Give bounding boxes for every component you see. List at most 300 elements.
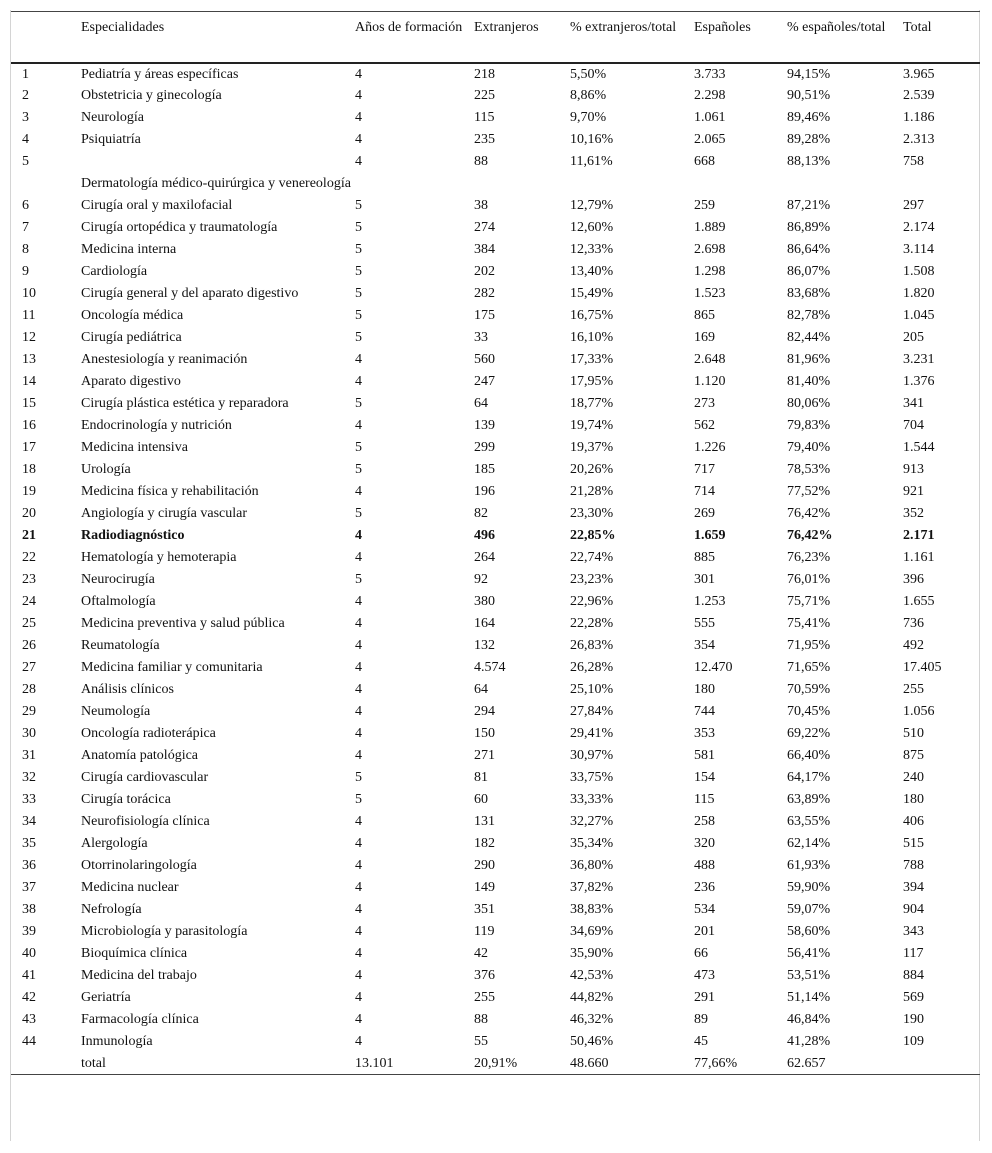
cell-years — [355, 173, 474, 195]
cell-pct-spaniards: 61,93% — [787, 857, 831, 873]
cell-pct-foreigners: 30,97% — [570, 747, 614, 763]
cell-total: 3.965 — [903, 66, 935, 82]
cell-years: 4 — [355, 131, 362, 147]
cell-years: 5 — [355, 769, 362, 785]
cell-row-number: 4 — [22, 131, 29, 147]
cell-years: 4 — [355, 1033, 362, 1049]
table-row — [11, 195, 980, 217]
cell-pct-foreigners: 38,83% — [570, 901, 614, 917]
cell-foreigners: 290 — [474, 857, 495, 873]
cell-pct-spaniards: 76,42% — [787, 527, 833, 543]
table-row — [11, 283, 980, 305]
table-row — [11, 833, 980, 855]
cell-spaniards: 717 — [694, 461, 715, 477]
cell-spaniards: 1.120 — [694, 373, 726, 389]
cell-foreigners: 150 — [474, 725, 495, 741]
cell-pct-foreigners: 12,79% — [570, 197, 614, 213]
cell-total: 1.376 — [903, 373, 935, 389]
cell-specialty: Medicina nuclear — [81, 879, 179, 895]
cell-total: 788 — [903, 857, 924, 873]
cell-foreigners: 376 — [474, 967, 495, 983]
cell-row-number: 40 — [22, 945, 36, 961]
cell-pct-spaniards: 71,65% — [787, 659, 831, 675]
cell-pct-spaniards: 89,46% — [787, 109, 831, 125]
cell-pct-foreigners: 12,33% — [570, 241, 614, 257]
cell-spaniards: 534 — [694, 901, 715, 917]
cell-pct-foreigners: 5,50% — [570, 66, 607, 82]
cell-spaniards: 301 — [694, 571, 715, 587]
cell-spaniards: 488 — [694, 857, 715, 873]
cell-specialty: Medicina familiar y comunitaria — [81, 659, 263, 675]
cell-total: 394 — [903, 879, 924, 895]
cell-row-number: 42 — [22, 989, 36, 1005]
cell-years: 4 — [355, 879, 362, 895]
cell-years: 4 — [355, 153, 362, 169]
cell-pct-foreigners: 26,83% — [570, 637, 614, 653]
cell-total: 1.056 — [903, 703, 935, 719]
cell-specialty: Medicina preventiva y salud pública — [81, 615, 285, 631]
cell-pct-spaniards: 89,28% — [787, 131, 831, 147]
cell-pct-spaniards: 59,07% — [787, 901, 831, 917]
cell-pct-foreigners: 37,82% — [570, 879, 614, 895]
cell-pct-foreigners: 22,85% — [570, 527, 616, 543]
cell-pct-spaniards: 59,90% — [787, 879, 831, 895]
cell-specialty: Radiodiagnóstico — [81, 527, 185, 543]
table-row — [11, 657, 980, 679]
cell-spaniards: 668 — [694, 153, 715, 169]
cell-years: 13.101 — [355, 1053, 474, 1075]
cell-foreigners: 255 — [474, 989, 495, 1005]
cell-total: 1.508 — [903, 263, 935, 279]
cell-total: 205 — [903, 329, 924, 345]
cell-total: 704 — [903, 417, 924, 433]
cell-foreigners: 247 — [474, 373, 495, 389]
cell-specialty: Dermatología médico-quirúrgica y venereología — [81, 175, 351, 191]
cell-years: 5 — [355, 197, 362, 213]
cell-total: 352 — [903, 505, 924, 521]
cell-pct-foreigners: 13,40% — [570, 263, 614, 279]
cell-pct-spaniards: 56,41% — [787, 945, 831, 961]
cell-years: 4 — [355, 945, 362, 961]
cell-spaniards: 115 — [694, 791, 715, 807]
header-total: Total — [903, 12, 980, 63]
cell-foreigners: 196 — [474, 483, 495, 499]
cell-specialty: Reumatología — [81, 637, 160, 653]
specialties-table — [11, 11, 980, 1075]
cell-row-number: 28 — [22, 681, 36, 697]
table-row — [11, 767, 980, 789]
cell-specialty: Oncología médica — [81, 307, 184, 323]
cell-pct-foreigners: 46,32% — [570, 1011, 614, 1027]
cell-pct-foreigners: 12,60% — [570, 219, 614, 235]
cell-total: 492 — [903, 637, 924, 653]
cell-foreigners: 38 — [474, 197, 488, 213]
header-pct-espanoles: % españoles/total — [787, 12, 903, 63]
cell-years: 5 — [355, 285, 362, 301]
cell-total: 341 — [903, 395, 924, 411]
cell-years: 4 — [355, 549, 362, 565]
cell-pct-spaniards: 94,15% — [787, 66, 831, 82]
cell-years: 4 — [355, 703, 362, 719]
cell-years: 4 — [355, 351, 362, 367]
cell-specialty: Oncología radioterápica — [81, 725, 216, 741]
cell-years: 4 — [355, 87, 362, 103]
cell-years: 5 — [355, 329, 362, 345]
cell-specialty: Neumología — [81, 703, 151, 719]
cell-pct-spaniards: 69,22% — [787, 725, 831, 741]
cell-pct-foreigners: 22,28% — [570, 615, 614, 631]
cell-spaniards: 154 — [694, 769, 715, 785]
cell-row-number: 7 — [22, 219, 29, 235]
cell-foreigners: 218 — [474, 66, 495, 82]
cell-pct-foreigners: 34,69% — [570, 923, 614, 939]
cell-pct-spaniards: 79,83% — [787, 417, 831, 433]
cell-specialty: Endocrinología y nutrición — [81, 417, 232, 433]
cell-pct-spaniards: 58,60% — [787, 923, 831, 939]
cell-specialty: Cirugía oral y maxilofacial — [81, 197, 233, 213]
cell-foreigners: 119 — [474, 923, 495, 939]
cell-spaniards: 2.698 — [694, 241, 726, 257]
cell-row-number: 1 — [22, 66, 29, 82]
table-row — [11, 107, 980, 129]
table-body — [11, 63, 980, 1075]
cell-total: 515 — [903, 835, 924, 851]
cell-total: 736 — [903, 615, 924, 631]
cell-pct-foreigners: 11,61% — [570, 153, 613, 169]
cell-foreigners: 384 — [474, 241, 495, 257]
cell-row-number — [11, 1053, 81, 1075]
cell-foreigners — [474, 173, 570, 195]
cell-specialty: Urología — [81, 461, 131, 477]
cell-years: 4 — [355, 593, 362, 609]
cell-foreigners: 64 — [474, 395, 488, 411]
cell-specialty: Bioquímica clínica — [81, 945, 188, 961]
table-row — [11, 943, 980, 965]
header-especialidades: Especialidades — [81, 12, 355, 63]
cell-spaniards: 1.298 — [694, 263, 726, 279]
cell-spaniards: 201 — [694, 923, 715, 939]
cell-total: 1.045 — [903, 307, 935, 323]
cell-specialty: Neurología — [81, 109, 144, 125]
cell-pct-spaniards: 46,84% — [787, 1011, 831, 1027]
header-extranjeros: Extranjeros — [474, 12, 570, 63]
cell-pct-spaniards: 62,14% — [787, 835, 831, 851]
cell-pct-foreigners: 32,27% — [570, 813, 614, 829]
cell-foreigners: 88 — [474, 1011, 488, 1027]
cell-specialty: Oftalmología — [81, 593, 156, 609]
table-row — [11, 899, 980, 921]
cell-pct-spaniards: 88,13% — [787, 153, 831, 169]
cell-spaniards: 3.733 — [694, 66, 726, 82]
cell-years: 5 — [355, 395, 362, 411]
cell-pct-spaniards: 86,07% — [787, 263, 831, 279]
cell-pct-spaniards: 86,64% — [787, 241, 831, 257]
cell-foreigners: 271 — [474, 747, 495, 763]
cell-years: 4 — [355, 681, 362, 697]
cell-foreigners: 60 — [474, 791, 488, 807]
cell-foreigners: 294 — [474, 703, 495, 719]
cell-spaniards: 353 — [694, 725, 715, 741]
cell-specialty: Nefrología — [81, 901, 142, 917]
cell-spaniards: 259 — [694, 197, 715, 213]
table-row — [11, 723, 980, 745]
cell-spaniards: 1.226 — [694, 439, 726, 455]
cell-years: 5 — [355, 219, 362, 235]
cell-total: 904 — [903, 901, 924, 917]
cell-row-number: 31 — [22, 747, 36, 763]
cell-specialty: Aparato digestivo — [81, 373, 181, 389]
cell-years: 4 — [355, 967, 362, 983]
table-row — [11, 349, 980, 371]
cell-specialty: Cirugía torácica — [81, 791, 171, 807]
cell-spaniards: 236 — [694, 879, 715, 895]
cell-specialty: Medicina física y rehabilitación — [81, 483, 259, 499]
cell-total: 406 — [903, 813, 924, 829]
cell-pct-foreigners: 33,75% — [570, 769, 614, 785]
table-row — [11, 393, 980, 415]
table-row — [11, 613, 980, 635]
table-row — [11, 701, 980, 723]
cell-foreigners: 274 — [474, 219, 495, 235]
cell-foreigners: 115 — [474, 109, 495, 125]
header-pct-extranjeros: % extranjeros/total — [570, 12, 694, 63]
cell-pct-foreigners: 44,82% — [570, 989, 614, 1005]
table-row — [11, 965, 980, 987]
cell-specialty: Neurofisiología clínica — [81, 813, 210, 829]
cell-pct-spaniards: 75,71% — [787, 593, 831, 609]
cell-foreigners: 380 — [474, 593, 495, 609]
cell-pct-spaniards: 64,17% — [787, 769, 831, 785]
cell-specialty: Anestesiología y reanimación — [81, 351, 248, 367]
cell-specialty: Anatomía patológica — [81, 747, 199, 763]
cell-specialty: Cirugía plástica estética y reparadora — [81, 395, 289, 411]
cell-years: 4 — [355, 923, 362, 939]
cell-specialty: Psiquiatría — [81, 131, 141, 147]
cell-row-number: 44 — [22, 1033, 36, 1049]
cell-pct-foreigners: 20,26% — [570, 461, 614, 477]
cell-row-number: 25 — [22, 615, 36, 631]
cell-foreigners: 88 — [474, 153, 488, 169]
cell-pct-spaniards: 70,59% — [787, 681, 831, 697]
cell-row-number: 13 — [22, 351, 36, 367]
cell-pct-foreigners: 21,28% — [570, 483, 614, 499]
cell-spaniards: 473 — [694, 967, 715, 983]
cell-pct-foreigners: 29,41% — [570, 725, 614, 741]
cell-row-number: 10 — [22, 285, 36, 301]
cell-pct-foreigners: 23,23% — [570, 571, 614, 587]
table-row — [11, 327, 980, 349]
cell-row-number: 21 — [22, 527, 36, 543]
cell-spaniards: 273 — [694, 395, 715, 411]
cell-spaniards: 2.065 — [694, 131, 726, 147]
cell-total: 190 — [903, 1011, 924, 1027]
cell-years: 5 — [355, 571, 362, 587]
cell-total: 884 — [903, 967, 924, 983]
table-row — [11, 525, 980, 547]
cell-row-number: 30 — [22, 725, 36, 741]
cell-pct-foreigners: 35,34% — [570, 835, 614, 851]
cell-total: 17.405 — [903, 659, 942, 675]
cell-years: 4 — [355, 417, 362, 433]
cell-foreigners: 42 — [474, 945, 488, 961]
cell-spaniards: 1.523 — [694, 285, 726, 301]
cell-years: 4 — [355, 659, 362, 675]
cell-spaniards: 865 — [694, 307, 715, 323]
cell-spaniards: 354 — [694, 637, 715, 653]
cell-spaniards: 714 — [694, 483, 715, 499]
cell-row-number: 39 — [22, 923, 36, 939]
cell-specialty: Inmunología — [81, 1033, 153, 1049]
cell-years: 5 — [355, 263, 362, 279]
cell-total: 1.544 — [903, 439, 935, 455]
cell-spaniards: 562 — [694, 417, 715, 433]
cell-specialty: Medicina interna — [81, 241, 177, 257]
cell-pct-foreigners: 9,70% — [570, 109, 607, 125]
cell-total: 758 — [903, 153, 924, 169]
cell-specialty: Microbiología y parasitología — [81, 923, 248, 939]
cell-spaniards: 555 — [694, 615, 715, 631]
header-anos-formacion: Años de formación — [355, 12, 474, 63]
cell-specialty: Alergología — [81, 835, 148, 851]
cell-row-number: 41 — [22, 967, 36, 983]
cell-specialty: Cirugía ortopédica y traumatología — [81, 219, 278, 235]
cell-total: 2.313 — [903, 131, 935, 147]
cell-pct-spaniards — [787, 173, 903, 195]
cell-row-number: 43 — [22, 1011, 36, 1027]
cell-pct-foreigners: 15,49% — [570, 285, 614, 301]
cell-total: 109 — [903, 1033, 924, 1049]
table-row — [11, 63, 980, 85]
cell-pct-spaniards: 76,23% — [787, 549, 831, 565]
cell-row-number: 8 — [22, 241, 29, 257]
cell-pct-spaniards: 63,55% — [787, 813, 831, 829]
cell-spaniards: 1.659 — [694, 527, 726, 543]
cell-years: 4 — [355, 1011, 362, 1027]
cell-pct-foreigners: 25,10% — [570, 681, 614, 697]
cell-total: 2.174 — [903, 219, 935, 235]
cell-row-number: 26 — [22, 637, 36, 653]
cell-row-number: 15 — [22, 395, 36, 411]
table-row — [11, 789, 980, 811]
cell-total: 875 — [903, 747, 924, 763]
cell-row-number: 29 — [22, 703, 36, 719]
cell-pct-foreigners: 26,28% — [570, 659, 614, 675]
cell-specialty: Otorrinolaringología — [81, 857, 197, 873]
cell-pct-foreigners: 36,80% — [570, 857, 614, 873]
cell-pct-spaniards: 80,06% — [787, 395, 831, 411]
cell-total: 180 — [903, 791, 924, 807]
cell-specialty: Cirugía general y del aparato digestivo — [81, 285, 299, 301]
cell-foreigners: 81 — [474, 769, 488, 785]
cell-spaniards: 169 — [694, 329, 715, 345]
table-row — [11, 1031, 980, 1053]
cell-spaniards: 744 — [694, 703, 715, 719]
cell-spaniards: 258 — [694, 813, 715, 829]
cell-pct-spaniards: 71,95% — [787, 637, 831, 653]
cell-spaniards: 180 — [694, 681, 715, 697]
cell-specialty: Análisis clínicos — [81, 681, 174, 697]
cell-specialty: Cardiología — [81, 263, 148, 279]
cell-spaniards: 89 — [694, 1011, 708, 1027]
table-row — [11, 239, 980, 261]
cell-pct-spaniards: 82,78% — [787, 307, 831, 323]
table-row — [11, 129, 980, 151]
table-row — [11, 85, 980, 107]
table-row — [11, 371, 980, 393]
cell-spaniards: 12.470 — [694, 659, 733, 675]
cell-foreigners: 82 — [474, 505, 488, 521]
cell-total: 1.655 — [903, 593, 935, 609]
cell-row-number: 14 — [22, 373, 36, 389]
cell-foreigners: 33 — [474, 329, 488, 345]
cell-foreigners: 139 — [474, 417, 495, 433]
cell-specialty: Angiología y cirugía vascular — [81, 505, 248, 521]
cell-pct-spaniards: 78,53% — [787, 461, 831, 477]
cell-pct-spaniards: 82,44% — [787, 329, 831, 345]
cell-total: 240 — [903, 769, 924, 785]
cell-row-number: 32 — [22, 769, 36, 785]
cell-years: 5 — [355, 241, 362, 257]
cell-spaniards: 291 — [694, 989, 715, 1005]
cell-specialty: Obstetricia y ginecología — [81, 87, 222, 103]
cell-pct-spaniards: 76,42% — [787, 505, 831, 521]
cell-years: 4 — [355, 373, 362, 389]
cell-foreigners: 132 — [474, 637, 495, 653]
cell-row-number: 18 — [22, 461, 36, 477]
cell-pct-spaniards: 83,68% — [787, 285, 831, 301]
cell-spaniards: 2.298 — [694, 87, 726, 103]
cell-foreigners: 64 — [474, 681, 488, 697]
cell-foreigners: 496 — [474, 527, 495, 543]
cell-foreigners: 202 — [474, 263, 495, 279]
table-header-row — [11, 12, 980, 63]
cell-specialty: Medicina del trabajo — [81, 967, 197, 983]
cell-pct-foreigners: 50,46% — [570, 1033, 614, 1049]
cell-total: 2.539 — [903, 87, 935, 103]
cell-row-number: 27 — [22, 659, 36, 675]
cell-pct-foreigners: 33,33% — [570, 791, 614, 807]
table-row — [11, 1053, 980, 1075]
cell-pct-foreigners: 16,75% — [570, 307, 614, 323]
cell-years: 4 — [355, 901, 362, 917]
cell-years: 4 — [355, 725, 362, 741]
cell-total: 569 — [903, 989, 924, 1005]
cell-foreigners: 225 — [474, 87, 495, 103]
cell-total: 255 — [903, 681, 924, 697]
cell-years: 4 — [355, 989, 362, 1005]
table-row — [11, 437, 980, 459]
cell-pct-spaniards: 41,28% — [787, 1033, 831, 1049]
cell-years: 5 — [355, 439, 362, 455]
cell-spaniards: 45 — [694, 1033, 708, 1049]
cell-foreigners: 299 — [474, 439, 495, 455]
cell-years: 5 — [355, 461, 362, 477]
cell-pct-spaniards: 87,21% — [787, 197, 831, 213]
cell-spaniards: 77,66% — [694, 1053, 787, 1075]
cell-spaniards: 320 — [694, 835, 715, 851]
table-row — [11, 679, 980, 701]
cell-pct-spaniards: 62.657 — [787, 1053, 903, 1075]
cell-spaniards: 66 — [694, 945, 708, 961]
cell-years: 5 — [355, 307, 362, 323]
cell-spaniards: 885 — [694, 549, 715, 565]
cell-specialty: Medicina intensiva — [81, 439, 188, 455]
cell-row-number — [11, 173, 81, 195]
cell-specialty: Pediatría y áreas específicas — [81, 66, 239, 82]
cell-total: 297 — [903, 197, 924, 213]
table-row — [11, 305, 980, 327]
cell-pct-foreigners: 22,74% — [570, 549, 614, 565]
